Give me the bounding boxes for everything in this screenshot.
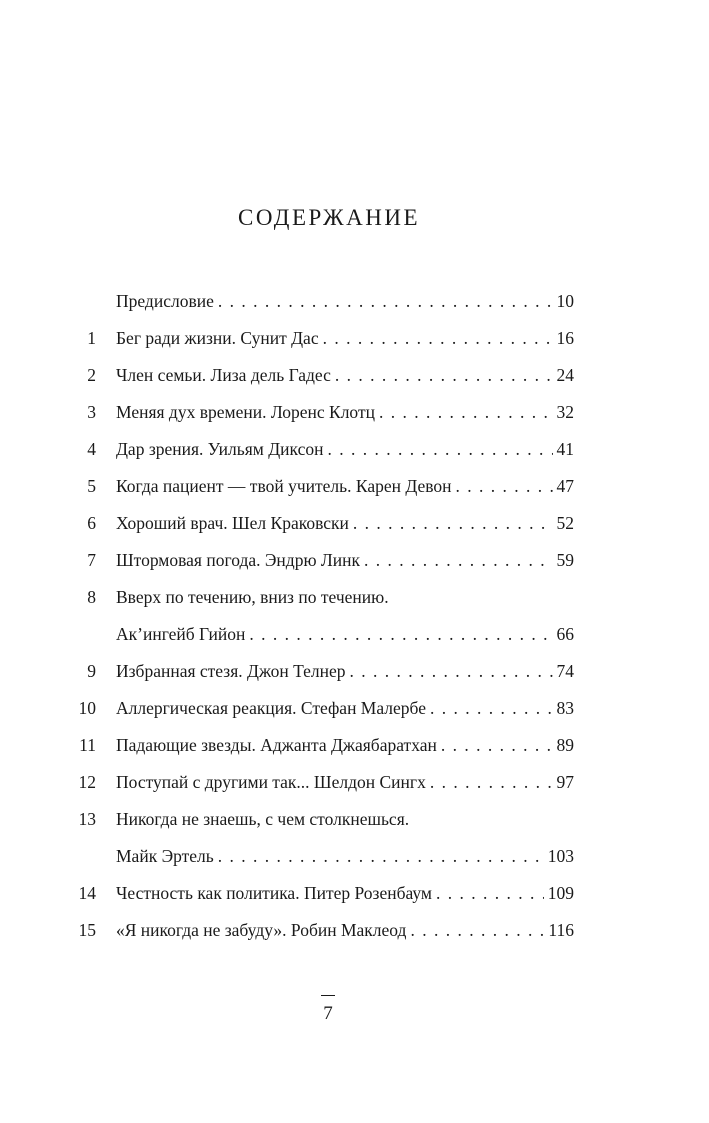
chapter-number: 1 xyxy=(87,328,96,348)
folio-page-number: 7 xyxy=(323,1003,333,1024)
page-number: 66 xyxy=(556,624,574,644)
dot-leader xyxy=(456,468,553,505)
dot-leader xyxy=(441,727,553,764)
page-number: 83 xyxy=(556,698,574,718)
chapter-number: 5 xyxy=(87,476,96,496)
toc-entry[interactable] xyxy=(70,320,574,357)
dot-leader xyxy=(327,431,552,468)
chapter-title: Майк Эртель xyxy=(116,846,214,866)
chapter-title: Предисловие xyxy=(116,291,214,311)
dot-leader xyxy=(218,283,553,320)
chapter-title-line: Вверх по течению, вниз по течению. xyxy=(116,587,389,607)
page-number: 47 xyxy=(556,476,574,496)
toc-entry[interactable] xyxy=(70,357,574,394)
dot-leader xyxy=(364,542,552,579)
page-number: 59 xyxy=(556,550,574,570)
dot-leader xyxy=(353,505,553,542)
page-number: 116 xyxy=(548,920,574,940)
toc-entry[interactable] xyxy=(70,801,574,875)
dot-leader xyxy=(350,653,553,690)
chapter-title-line: Никогда не знаешь, с чем столкнешься. xyxy=(116,809,410,829)
toc-entry[interactable] xyxy=(70,875,574,912)
chapter-title: Член семьи. Лиза дель Гадес xyxy=(116,365,331,385)
toc-entry[interactable] xyxy=(70,431,574,468)
table-of-contents xyxy=(70,283,574,949)
page-number: 74 xyxy=(556,661,574,681)
chapter-title: Падающие звезды. Аджанта Джаябаратхан xyxy=(116,735,437,755)
toc-entry[interactable] xyxy=(70,579,574,653)
page-number: 10 xyxy=(556,291,574,311)
chapter-title: Хороший врач. Шел Краковски xyxy=(116,513,349,533)
dot-leader xyxy=(249,616,552,653)
chapter-title: Дар зрения. Уильям Диксон xyxy=(116,439,324,459)
dot-leader xyxy=(218,838,544,875)
page-title: СОДЕРЖАНИЕ xyxy=(237,205,420,230)
chapter-title: Штормовая погода. Эндрю Линк xyxy=(116,550,361,570)
chapter-title: Избранная стезя. Джон Телнер xyxy=(116,661,346,681)
chapter-title: «Я никогда не забуду». Робин Маклеод xyxy=(116,920,407,940)
dot-leader xyxy=(323,320,553,357)
dot-leader xyxy=(436,875,544,912)
chapter-number: 7 xyxy=(87,550,96,570)
toc-entry[interactable] xyxy=(70,505,574,542)
chapter-number: 9 xyxy=(87,661,96,681)
dot-leader xyxy=(430,764,553,801)
chapter-number: 3 xyxy=(87,402,96,422)
page-number: 52 xyxy=(556,513,574,533)
dot-leader xyxy=(410,912,544,949)
toc-entry[interactable] xyxy=(70,727,574,764)
chapter-number: 8 xyxy=(87,587,96,607)
toc-entry[interactable] xyxy=(70,653,574,690)
chapter-number: 14 xyxy=(78,883,96,903)
chapter-number: 10 xyxy=(78,698,96,718)
chapter-number: 11 xyxy=(79,735,96,755)
page-number: 103 xyxy=(547,846,574,866)
dot-leader xyxy=(430,690,553,727)
toc-entry[interactable] xyxy=(70,690,574,727)
chapter-number: 4 xyxy=(87,439,96,459)
toc-entry[interactable] xyxy=(70,764,574,801)
page-number: 97 xyxy=(556,772,574,792)
page-number: 109 xyxy=(547,883,574,903)
chapter-title: Честность как политика. Питер Розенбаум xyxy=(116,883,432,903)
chapter-number: 6 xyxy=(87,513,96,533)
page-number: 24 xyxy=(556,365,574,385)
page-number: 41 xyxy=(556,439,574,459)
dot-leader xyxy=(335,357,553,394)
dot-leader xyxy=(379,394,553,431)
page-number: 16 xyxy=(556,328,574,348)
chapter-title: Ак’ингейб Гийон xyxy=(116,624,246,644)
chapter-title: Аллергическая реакция. Стефан Малербе xyxy=(116,698,426,718)
toc-entry[interactable] xyxy=(70,468,574,505)
chapter-number: 12 xyxy=(78,772,96,792)
chapter-title: Бег ради жизни. Сунит Дас xyxy=(116,328,319,348)
toc-entry[interactable] xyxy=(70,912,574,949)
folio-rule xyxy=(321,995,335,996)
chapter-number: 15 xyxy=(78,920,96,940)
chapter-number: 2 xyxy=(87,365,96,385)
chapter-title: Поступай с другими так... Шелдон Сингх xyxy=(116,772,426,792)
page-number: 89 xyxy=(556,735,574,755)
toc-entry[interactable] xyxy=(70,283,574,320)
toc-entry[interactable] xyxy=(70,542,574,579)
page-number: 32 xyxy=(556,402,574,422)
chapter-title: Когда пациент — твой учитель. Карен Девон xyxy=(116,476,452,496)
chapter-number: 13 xyxy=(78,809,96,829)
toc-entry[interactable] xyxy=(70,394,574,431)
chapter-title: Меняя дух времени. Лоренс Клотц xyxy=(116,402,375,422)
